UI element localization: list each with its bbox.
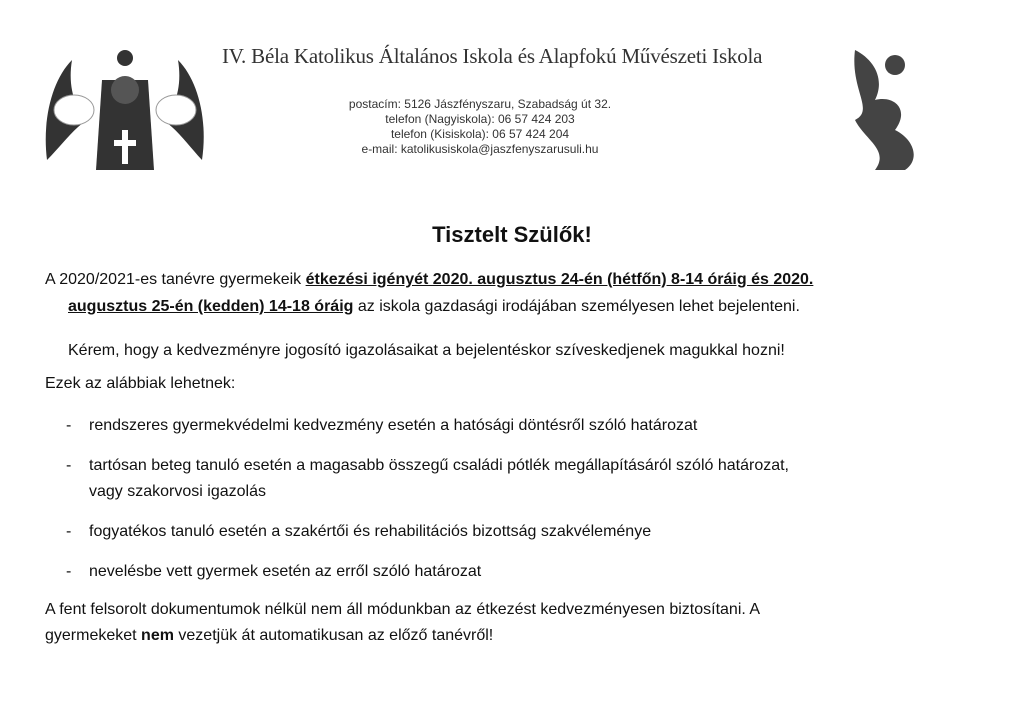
text: vezetjük át automatikusan az előző tanévről! xyxy=(173,627,494,644)
paragraph-1-line-2 xyxy=(68,298,800,316)
list-item-continued: vagy szakorvosi igazolás xyxy=(89,483,266,500)
list-item: tartósan beteg tanuló esetén a magasabb összegű családi pótlék megállapításáról szóló határozat, xyxy=(89,457,789,474)
final-line-1: A fent felsorolt dokumentumok nélkül nem áll módunkban az étkezést kedvezményesen biztosítani. A xyxy=(45,601,761,618)
phone-main: telefon (Nagyiskola): 06 57 424 203 xyxy=(385,112,575,126)
phone-small: telefon (Kisiskola): 06 57 424 204 xyxy=(390,127,570,141)
school-logo-left xyxy=(42,40,208,172)
bullet-marker: - xyxy=(66,457,72,474)
page-title: Tisztelt Szülők! xyxy=(432,222,592,247)
emphasis: nem xyxy=(141,627,174,644)
school-logo-right xyxy=(835,40,927,172)
paragraph-2: Kérem, hogy a kedvezményre jogosító igazolásaikat a bejelentéskor szíveskedjenek magukkal hozni! xyxy=(68,342,785,359)
highlight-date: étkezési igényét 2020. augusztus 24-én (hétfőn) 8-14 óráig és 2020. xyxy=(305,271,814,288)
bullet-marker: - xyxy=(66,417,72,434)
text: gyermekeket xyxy=(45,627,142,644)
highlight-date-2: augusztus 25-én (kedden) 14-18 óráig xyxy=(68,298,354,315)
address: postacím: 5126 Jászfényszaru, Szabadság út 32. xyxy=(348,97,612,111)
list-item: nevelésbe vett gyermek esetén az erről szóló határozat xyxy=(89,563,482,580)
email: e-mail: katolikusiskola@jaszfenyszarusuli.hu xyxy=(361,142,599,156)
school-name: IV. Béla Katolikus Általános Iskola és Alapfokú Művészeti Iskola xyxy=(222,44,763,68)
bullet-marker: - xyxy=(66,563,72,580)
paragraph-3: Ezek az alábbiak lehetnek: xyxy=(45,375,236,392)
bullet-marker: - xyxy=(66,523,72,540)
text: az iskola gazdasági irodájában személyesen lehet bejelenteni. xyxy=(353,298,800,315)
list-item: fogyatékos tanuló esetén a szakértői és rehabilitációs bizottság szakvéleménye xyxy=(89,523,652,540)
final-line-2 xyxy=(45,627,493,645)
paragraph-1-line-1 xyxy=(45,271,813,289)
list-item: rendszeres gyermekvédelmi kedvezmény esetén a hatósági döntésről szóló határozat xyxy=(89,417,698,434)
text: A 2020/2021-es tanévre gyermekeik xyxy=(45,271,306,288)
